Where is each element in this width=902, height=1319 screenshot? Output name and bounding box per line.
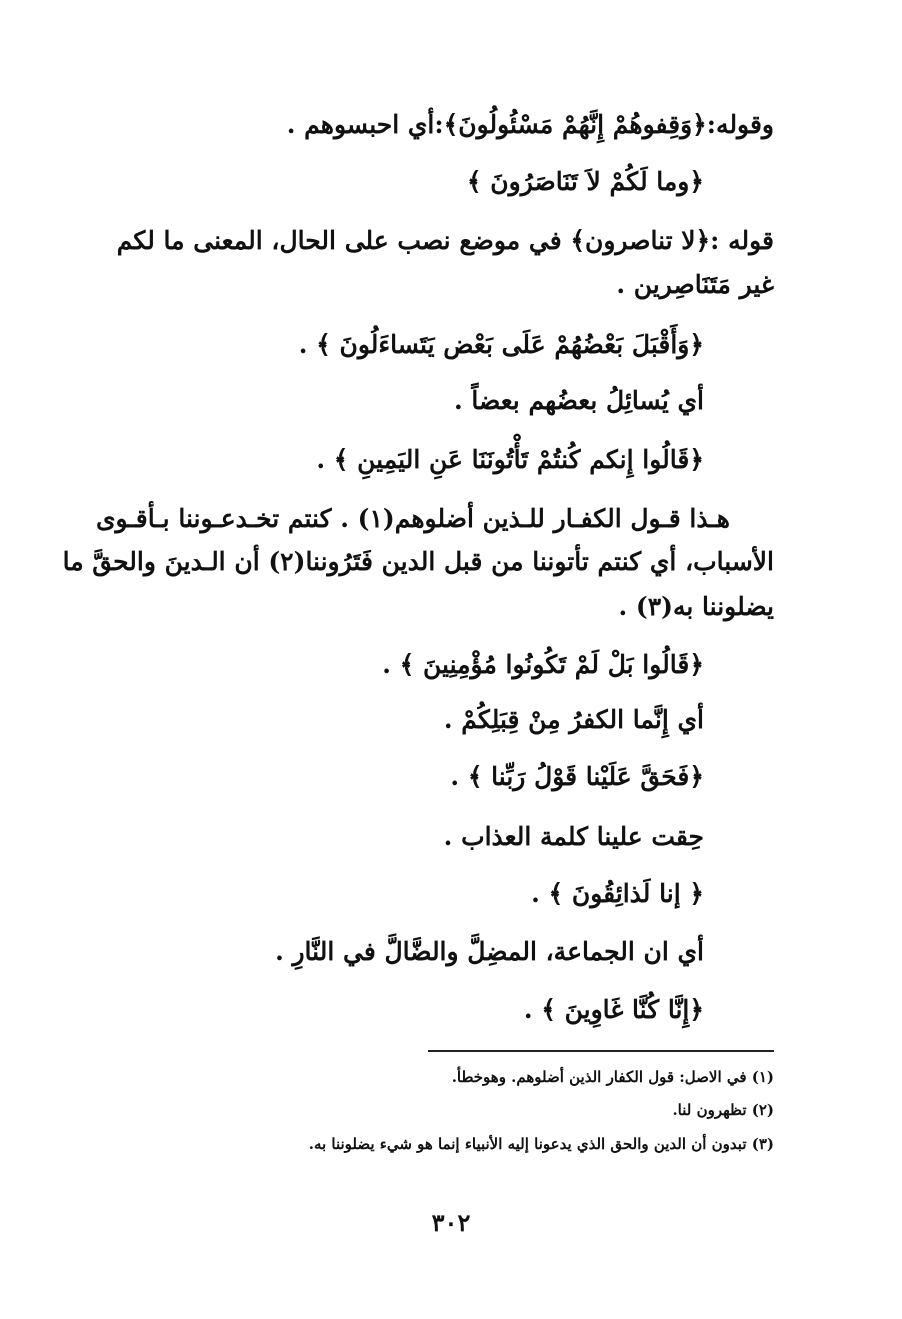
text-line-9: الأسباب، أي كنتم تأتوننا من قبل الدين فَتَرُوننا(٢) أن الـدينَ والحقَّ ما bbox=[62, 547, 774, 576]
footnote-divider bbox=[428, 1050, 774, 1052]
verse-line-5: ﴿وَأَقْبَلَ بَعْضُهُمْ عَلَى بَعْض يَتَساءَلُونَ ﴾ . bbox=[298, 330, 704, 359]
text-line-1: وقوله:﴿وَقِفوهُمْ إِنَّهُمْ مَسْئُولُونَ﴾:أي احبسوهم . bbox=[286, 110, 774, 139]
text-line-3: قوله :﴿لا تناصرون﴾ في موضع نصب على الحال، المعنى ما لكم bbox=[116, 226, 774, 255]
verse-line-17: ﴿إِنَّا كُنَّا غَاوِينَ ﴾ . bbox=[523, 995, 704, 1024]
text-line-6: أي يُسائِلُ بعضُهم بعضاً . bbox=[454, 386, 704, 415]
page-number: ٣٠٢ bbox=[431, 1208, 471, 1237]
footnote-2: (٢) تظهرون لنا. bbox=[672, 1101, 774, 1119]
text-line-14: حِقت علينا كلمة العذاب . bbox=[443, 822, 704, 851]
footnote-3: (٣) تبدون أن الدين والحق الذي يدعونا إليه الأنبياء إنما هو شيء يضلوننا به. bbox=[308, 1135, 774, 1153]
verse-line-2: ﴿وما لَكُمْ لاَ تَنَاصَرُونَ ﴾ bbox=[466, 167, 704, 196]
text-line-8: هـذا قـول الكفـار للـذين أضلوهم(١) . كنتم تخـدعـوننا بـأقـوى bbox=[95, 504, 730, 533]
verse-line-13: ﴿فَحَقَّ عَلَيْنا قَوْلُ رَبِّنا ﴾ . bbox=[450, 762, 704, 791]
footnote-1: (١) في الاصل: قول الكفار الذين أضلوهم. وهوخطأ. bbox=[451, 1068, 774, 1086]
verse-line-11: ﴿قَالُوا بَلْ لَمْ تَكُونُوا مُؤْمِنِينَ ﴾ . bbox=[382, 650, 704, 679]
text-line-4: غير مَتَنَاصِرين . bbox=[616, 270, 774, 299]
verse-line-15: ﴿ إنا لَذائِقُونَ ﴾ . bbox=[531, 879, 704, 908]
text-line-16: أي ان الجماعة، المضِلَّ والضَّالَّ في النَّارِ . bbox=[275, 937, 704, 966]
text-line-10: يضلوننا به(٣) . bbox=[618, 592, 774, 621]
text-line-12: أي إِنَّما الكفرُ مِنْ قِبَلِكُمْ . bbox=[443, 705, 704, 734]
verse-line-7: ﴿قَالُوا إِنكم كُنتُمْ تَأْتُونَنَا عَنِ اليَمِينِ ﴾ . bbox=[316, 445, 704, 474]
